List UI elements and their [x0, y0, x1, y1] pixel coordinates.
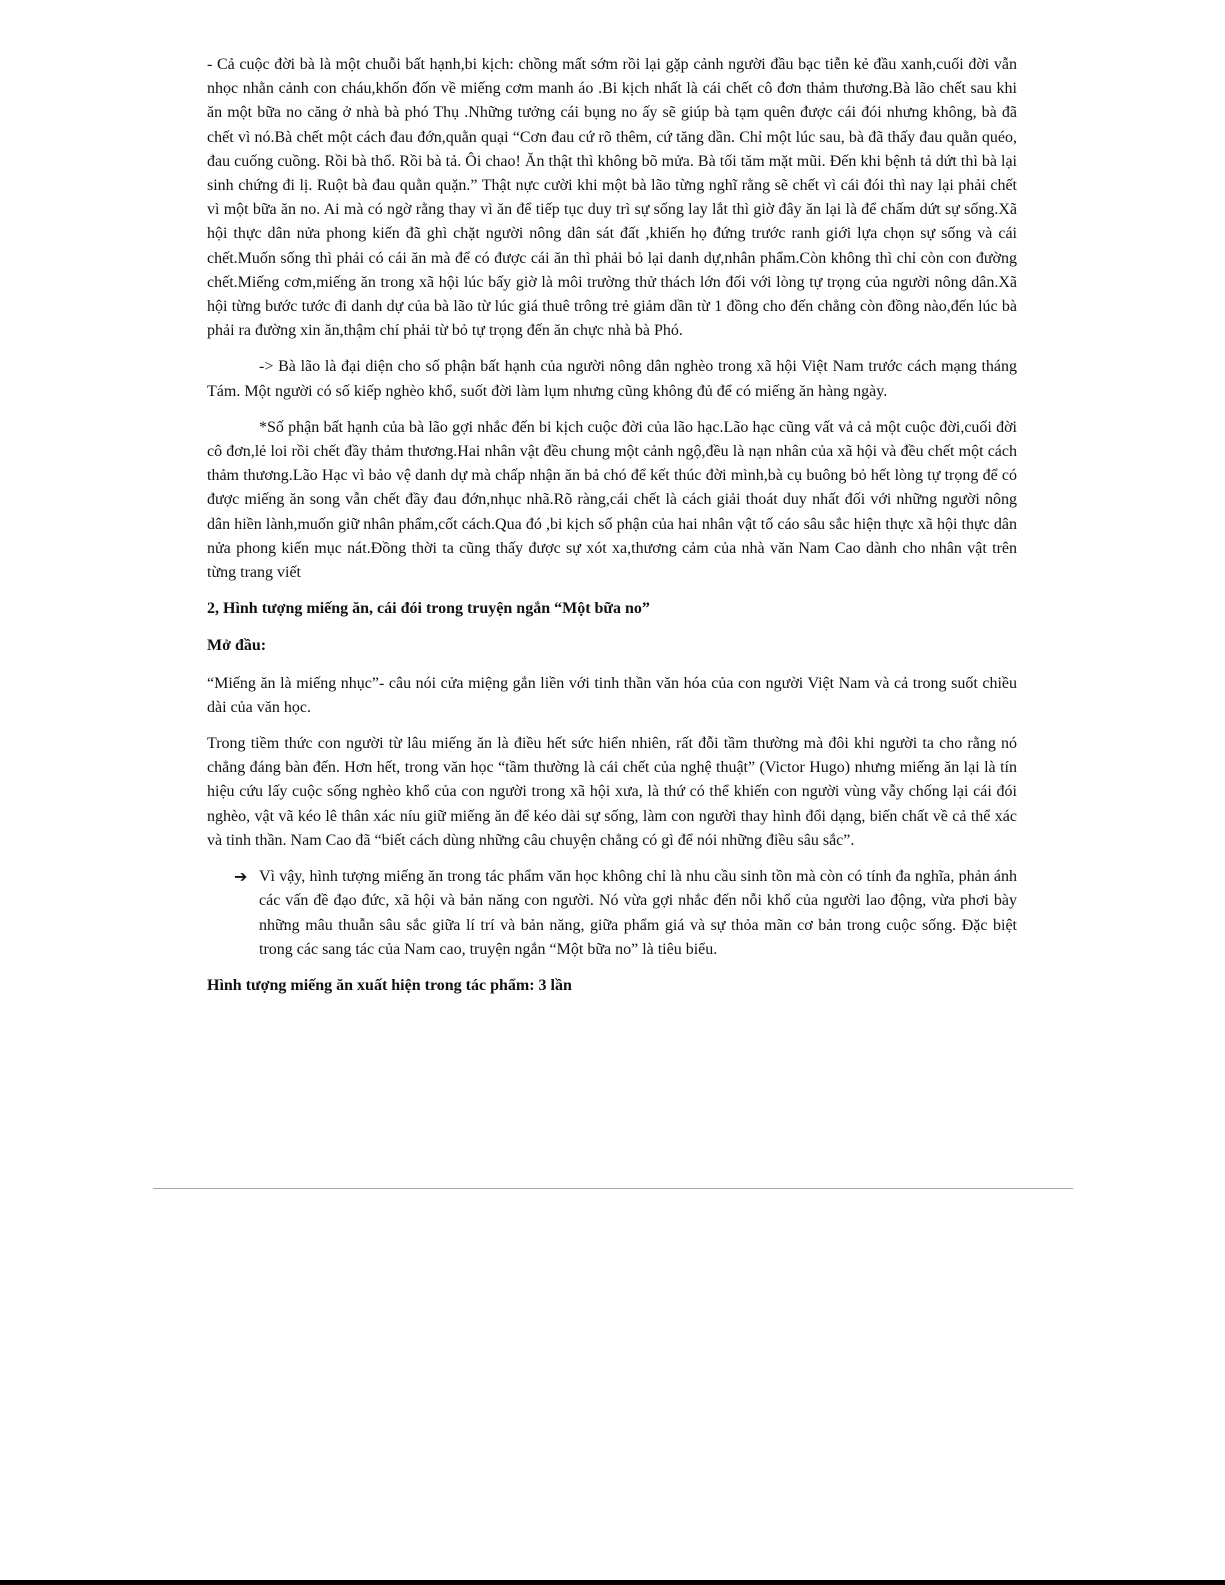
page-divider [153, 1188, 1073, 1189]
document-page [207, 53, 1017, 1011]
paragraph-3: *Số phận bất hạnh của bà lão gợi nhắc đến bi kịch cuộc đời của lão hạc.Lão hạc cũng vất vả cả một cuộc đời,cuối đời cô đơn,lẻ loi rồi chết đầy thảm thương.Hai nhân vật đều chung một cảnh ngộ,đều là nạn nhân của xã hội và đều chết một cách thảm thương.Lão Hạc vì bảo vệ danh dự mà chấp nhận ăn bả chó để kết thúc đời mình,bà cụ buông bỏ hết lòng tự trọng để có được miếng ăn song vẫn chết đầy đau đớn,nhục nhã.Rõ ràng,cái chết là cách giải thoát duy nhất đối với những người nông dân hiền lành,muốn giữ nhân phẩm,cốt cách.Qua đó ,bi kịch số phận của hai nhân vật tố cáo sâu sắc hiện thực xã hội thực dân nửa phong kiến mục nát.Đồng thời ta cũng thấy được sự xót xa,thương cảm của nhà văn Nam Cao dành cho nhân vật trên từng trang viết [207, 418, 1017, 582]
arrow-right-icon: ➔ [234, 867, 248, 887]
paragraph-6: Vì vậy, hình tượng miếng ăn trong tác phẩm văn học không chỉ là nhu cầu sinh tồn mà còn có tính đa nghĩa, phản ánh các vấn đề đạo đức, xã hội và bản năng con người. Nó vừa gợi nhắc đến nỗi khổ của người lao động, vừa phơi bày những mâu thuẫn sâu sắc giữa lí trí và bản năng, giữa phẩm giá và sự thỏa mãn cơ bản trong cuộc sống. Đặc biệt trong các sang tác của Nam cao, truyện ngắn “Một bữa no” là tiêu biểu. [259, 868, 1017, 958]
bottom-edge-bar [0, 1580, 1225, 1585]
paragraph-5: Trong tiềm thức con người từ lâu miếng ăn là điều hết sức hiển nhiên, rất đỗi tầm thường mà đôi khi người ta cho rằng nó chẳng đáng bàn đến. Hơn hết, trong văn học “tầm thường là cái chết của nghệ thuật” (Victor Hugo) nhưng miếng ăn lại là tín hiệu cứu lấy cuộc sống nghèo khổ của con người trong xã hội xưa, là thứ có thể khiến con người vùng vẫy chống lại cái đói nghèo, vật vã kéo lê thân xác níu giữ miếng ăn để kéo dài sự sống, làm con người thay hình đổi dạng, biến chất về cả thể xác và tinh thần. Nam Cao đã “biết cách dùng những câu chuyện chẳng có gì để nói những điều sâu sắc”. [207, 735, 1017, 849]
appearance-heading: Hình tượng miếng ăn xuất hiện trong tác phẩm: 3 lần [207, 976, 572, 994]
paragraph-1: - Cả cuộc đời bà là một chuỗi bất hạnh,bi kịch: chồng mất sớm rồi lại gặp cảnh người đầu bạc tiễn kẻ đầu xanh,cuối đời vẫn nhọc nhằn cảnh con cháu,khốn đốn về miếng cơm manh áo .Bi kịch nhất là cái chết cô đơn thảm thương.Bà lão chết sau khi ăn một bữa no căng ở nhà bà phó Thụ .Những tưởng cái bụng no ấy sẽ giúp bà tạm quên được cái đói nhưng không, bà đã chết vì nó.Bà chết một cách đau đớn,quằn quại “Cơn đau cứ rõ thêm, cứ tăng dần. Chỉ một lúc sau, bà đã thấy đau quằn quéo, đau cuống cuồng. Rồi bà thổ. Rồi bà tả. Ôi chao! Ăn thật thì không bõ mửa. Bà tối tăm mặt mũi. Đến khi bệnh tả dứt thì bà lại sinh chứng đi lị. Ruột bà đau quằn quặn.” Thật nực cười khi một bà lão từng nghĩ rằng sẽ chết vì cái đói thì nay lại phải chết vì một bữa ăn no. Ai mà có ngờ rằng thay vì ăn để tiếp tục duy trì sự sống lay lắt thì giờ đây ăn lại là để chấm dứt sự sống.Xã hội thực dân nửa phong kiến đã ghì chặt người nông dân sát đất ,khiến họ đứng trước ranh giới lựa chọn sự sống và cái chết.Muốn sống thì phải có cái ăn mà để có được cái ăn thì phải bỏ lại danh dự,nhân phẩm.Còn không thì chỉ còn con đường chết.Miếng cơm,miếng ăn trong xã hội lúc bấy giờ là môi trường thử thách lớn đối với lòng tự trọng của người nông dân.Xã hội từng bước tước đi danh dự của bà lão từ lúc giá thuê trông trẻ giảm dần từ 1 đồng cho đến chẳng còn đồng nào,đến lúc bà phải ra đường xin ăn,thậm chí phải từ bỏ tự trọng đến ăn chực nhà bà Phó. [207, 56, 1017, 340]
paragraph-4: “Miếng ăn là miếng nhục”- câu nói cửa miệng gắn liền với tinh thần văn hóa của con người Việt Nam và cả trong suốt chiều dài của văn học. [207, 674, 1017, 716]
paragraph-2: -> Bà lão là đại diện cho số phận bất hạnh của người nông dân nghèo trong xã hội Việt Nam trước cách mạng tháng Tám. Một người có số kiếp nghèo khổ, suốt đời làm lụm nhưng cũng không đủ để có miếng ăn hàng ngày. [207, 358, 1017, 400]
section-heading: 2, Hình tượng miếng ăn, cái đói trong truyện ngắn “Một bữa no” [207, 600, 650, 618]
intro-heading: Mở đầu: [207, 637, 267, 655]
conclusion-block [207, 865, 1017, 962]
